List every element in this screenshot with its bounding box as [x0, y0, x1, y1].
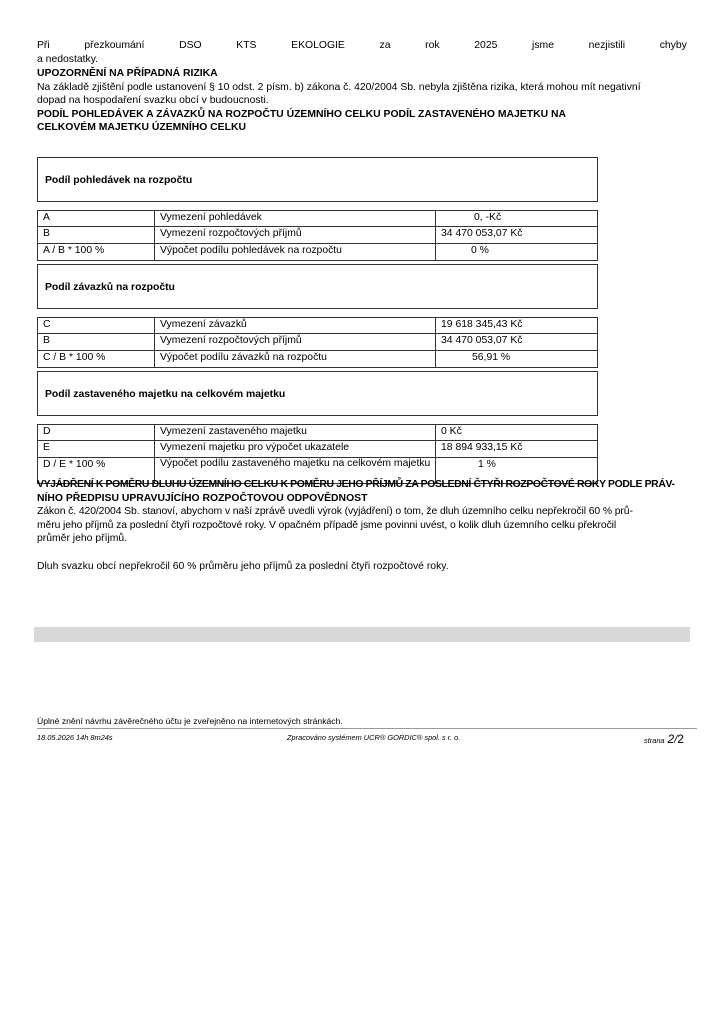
row-value: 1 % — [478, 459, 496, 470]
row-code: A / B * 100 % — [38, 244, 155, 260]
risks-section — [37, 67, 697, 135]
table-title: Podíl závazků na rozpočtu — [37, 264, 598, 309]
row-label: Výpočet podílu pohledávek na rozpočtu — [155, 244, 436, 260]
row-value: 34 470 053,07 Kč — [441, 335, 523, 346]
debt-text-line-1: Zákon č. 420/2004 Sb. stanoví, abychom v naší zprávě uvedli výrok (vyjádření) o tom, že dluh územního celku nepřekročil 60 % prů- — [37, 506, 633, 518]
table-row — [37, 334, 598, 351]
debt-section — [37, 478, 697, 573]
intro-word: EKOLOGIE — [291, 40, 345, 51]
row-value: 0 Kč — [441, 426, 462, 437]
intro-line-2: a nedostatky. — [37, 53, 99, 65]
row-code: A — [38, 211, 155, 226]
debt-heading-line-1: VYJÁDŘENÍ K POMĚRU DLUHU ÚZEMNÍHO CELKU K POMĚRU JEHO PŘÍJMŮ ZA POSLEDNÍ ČTYŘI ROZPOČTOVÉ ROKY PODLE PRÁV- — [37, 479, 675, 490]
row-code: C / B * 100 % — [38, 351, 155, 367]
row-code: B — [38, 227, 155, 243]
footer-timestamp: 18.05.2026 14h 8m24s — [37, 733, 113, 742]
row-code: E — [38, 441, 155, 457]
row-label: Výpočet podílu zastaveného majetku na celkovém majetku — [155, 458, 436, 483]
pledged-assets-table — [37, 371, 598, 484]
page-number: strana 2/2 — [644, 732, 684, 746]
table-row — [37, 227, 598, 244]
footer-divider — [37, 728, 697, 729]
row-value: 0, -Kč — [474, 212, 502, 223]
row-value: 19 618 345,43 Kč — [441, 319, 523, 330]
page-label: strana — [644, 736, 665, 745]
row-code: B — [38, 334, 155, 350]
shares-heading-line-2: CELKOVÉM MAJETKU ÚZEMNÍHO CELKU — [37, 122, 246, 134]
table-row — [37, 317, 598, 334]
footer-note: Úplné znění návrhu závěrečného účtu je zveřejněno na internetových stránkách. — [37, 716, 343, 726]
intro-word: 2025 — [474, 40, 498, 51]
intro-line-1 — [37, 39, 687, 53]
table-row — [37, 244, 598, 261]
table-row — [37, 351, 598, 368]
debt-text-line-2: měru jeho příjmů za poslední čtyři rozpočtové roky. V opačném případě jsme povinni uvést, o kolik dluh územního celku překročil — [37, 519, 617, 531]
intro-word: přezkoumání — [84, 40, 145, 51]
row-value: 34 470 053,07 Kč — [441, 228, 523, 239]
intro-word: rok — [425, 40, 440, 51]
debt-heading-line-2: NÍHO PŘEDPISU UPRAVUJÍCÍHO ROZPOČTOVOU ODPOVĚDNOST — [37, 492, 368, 504]
row-label: Vymezení rozpočtových příjmů — [155, 334, 436, 350]
liabilities-table — [37, 264, 598, 368]
table-title: Podíl zastaveného majetku na celkovém majetku — [37, 371, 598, 416]
row-code: D / E * 100 % — [38, 458, 155, 483]
row-value: 0 % — [471, 245, 489, 256]
table-row — [37, 424, 598, 441]
risks-text-line-1: Na základě zjištění podle ustanovení § 10 odst. 2 písm. b) zákona č. 420/2004 Sb. nebyla zjištěna rizika, která mohou mít negativní — [37, 81, 641, 93]
table-title: Podíl pohledávek na rozpočtu — [37, 157, 598, 202]
debt-conclusion: Dluh svazku obcí nepřekročil 60 % průměru jeho příjmů za poslední čtyři rozpočtové roky. — [37, 560, 449, 572]
row-label: Vymezení rozpočtových příjmů — [155, 227, 436, 243]
intro-word: KTS — [236, 40, 257, 51]
receivables-table — [37, 157, 598, 261]
row-label: Vymezení pohledávek — [155, 211, 436, 226]
table-row — [37, 441, 598, 458]
intro-word: za — [379, 40, 391, 51]
shares-heading-line-1: PODÍL POHLEDÁVEK A ZÁVAZKŮ NA ROZPOČTU ÚZEMNÍHO CELKU PODÍL ZASTAVENÉHO MAJETKU NA — [37, 108, 566, 120]
risks-text-line-2: dopad na hospodaření svazku obcí v budoucnosti. — [37, 95, 269, 107]
section-divider-bar — [34, 627, 690, 642]
row-code: C — [38, 318, 155, 333]
intro-word: nezjistili — [588, 40, 626, 51]
row-code: D — [38, 425, 155, 440]
page-current: 2 — [667, 732, 675, 746]
risks-heading: UPOZORNĚNÍ NA PŘÍPADNÁ RIZIKA — [37, 68, 218, 79]
intro-paragraph — [37, 39, 687, 66]
page-total: 2 — [677, 732, 684, 746]
intro-word: DSO — [179, 40, 202, 51]
row-label: Vymezení majetku pro výpočet ukazatele — [155, 441, 436, 457]
debt-text-line-3: průměr jeho příjmů. — [37, 533, 128, 545]
intro-word: chyby — [659, 40, 687, 51]
row-label: Vymezení zastaveného majetku — [155, 425, 436, 440]
row-value: 18 894 933,15 Kč — [441, 442, 523, 453]
table-row — [37, 210, 598, 227]
row-label: Vymezení závazků — [155, 318, 436, 333]
intro-word: Při — [37, 40, 50, 51]
row-label: Výpočet podílu závazků na rozpočtu — [155, 351, 436, 367]
footer-processed-by: Zpracováno systémem UCR® GORDIC® spol. s r. o. — [287, 733, 461, 742]
intro-word: jsme — [532, 40, 554, 51]
row-value: 56,91 % — [472, 352, 511, 363]
